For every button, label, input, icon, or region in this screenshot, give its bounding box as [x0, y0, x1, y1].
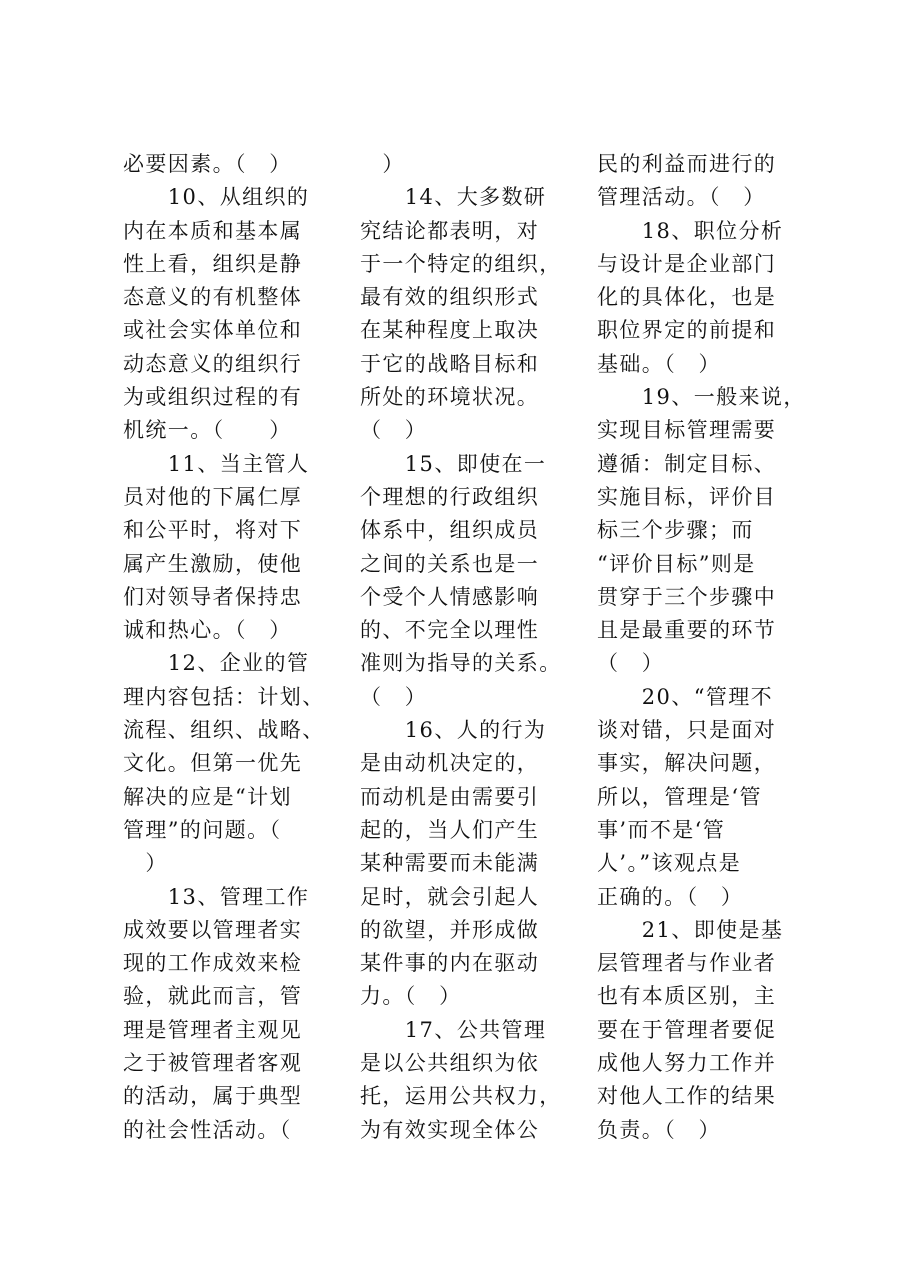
text-line: 必要因素。（ ） [123, 152, 292, 176]
text-line: 13、管理工作 [123, 884, 310, 909]
text-line: 体系中，组织成员 [360, 518, 540, 543]
text-line: 事实，解决问题， [597, 751, 777, 776]
text-line: （ ） [360, 418, 428, 443]
text-line: 化的具体化，也是 [597, 285, 777, 310]
text-line: （ ） [360, 684, 428, 709]
text-line: 10、从组织的 [123, 185, 310, 210]
text-column-3 [597, 148, 815, 1147]
text-line: 为或组织过程的有 [123, 385, 303, 410]
text-line: 20、“管理不 [597, 684, 774, 709]
text-line: 现的工作成效来检 [123, 951, 303, 976]
text-line: 的欲望，并形成做 [360, 917, 540, 942]
text-line: 文化。但第一优先 [123, 751, 303, 776]
text-line: ） [123, 851, 168, 876]
text-line: 于一个特定的组织， [360, 251, 562, 276]
text-line: 负责。（ ） [597, 1117, 721, 1142]
text-line: 内在本质和基本属 [123, 218, 303, 243]
text-line: ） [360, 152, 405, 176]
text-column-1 [123, 148, 341, 1147]
text-line: 与设计是企业部门 [597, 251, 777, 276]
text-line: 是以公共组织为依 [360, 1051, 540, 1076]
text-line: 究结论都表明，对 [360, 218, 540, 243]
text-line: 职位界定的前提和 [597, 318, 777, 343]
text-line: 准则为指导的关系。 [360, 651, 562, 676]
text-line: 的活动，属于典型 [123, 1084, 303, 1109]
text-line: 和公平时，将对下 [123, 518, 303, 543]
text-line: 之于被管理者客观 [123, 1051, 303, 1076]
text-line: 某件事的内在驱动 [360, 951, 540, 976]
text-line: 所以，管理是‘管 [597, 784, 762, 809]
text-line: 机统一。（ ） [123, 418, 292, 443]
text-line: 民的利益而进行的 [597, 152, 777, 176]
text-line: 足时，就会引起人 [360, 884, 540, 909]
text-line: 18、职位分析 [597, 218, 784, 243]
text-line: 理是管理者主观见 [123, 1017, 303, 1042]
text-line: “评价目标”则是 [597, 551, 756, 576]
text-line: 标三个步骤；而 [597, 518, 754, 543]
text-line: 流程、组织、战略、 [123, 718, 325, 743]
text-line: 为有效实现全体公 [360, 1117, 540, 1142]
text-line: 起的，当人们产生 [360, 817, 540, 842]
text-line: 个受个人情感影响 [360, 584, 540, 609]
text-column-2 [360, 148, 578, 1147]
text-line: 谈对错，只是面对 [597, 718, 777, 743]
text-line: 贯穿于三个步骤中 [597, 584, 777, 609]
text-line: （ ） [597, 651, 665, 676]
text-line: 17、公共管理 [360, 1017, 547, 1042]
text-line: 11、当主管人 [123, 451, 310, 476]
text-line: 且是最重要的环节 [597, 618, 777, 643]
text-line: 个理想的行政组织 [360, 484, 540, 509]
text-line: 诚和热心。（ ） [123, 618, 292, 643]
text-line: 21、即使是基 [597, 917, 784, 942]
text-line: 们对领导者保持忠 [123, 584, 303, 609]
text-line: 人’。”该观点是 [597, 851, 742, 876]
text-line: 成他人努力工作并 [597, 1051, 777, 1076]
text-line: 某种需要而未能满 [360, 851, 540, 876]
text-line: 也有本质区别，主 [597, 984, 777, 1009]
text-line: 层管理者与作业者 [597, 951, 777, 976]
text-line: 管理活动。（ ） [597, 185, 766, 210]
text-line: 16、人的行为 [360, 718, 547, 743]
text-line: 解决的应是“计划 [123, 784, 292, 809]
text-line: 实现目标管理需要 [597, 418, 777, 443]
text-line: 19、一般来说， [597, 385, 806, 410]
text-line: 事’而不是‘管 [597, 817, 726, 842]
text-line: 要在于管理者要促 [597, 1017, 777, 1042]
text-line: 最有效的组织形式 [360, 285, 540, 310]
text-line: 对他人工作的结果 [597, 1084, 777, 1109]
text-line: 成效要以管理者实 [123, 917, 303, 942]
text-line: 态意义的有机整体 [123, 285, 303, 310]
text-line: 实施目标，评价目 [597, 484, 777, 509]
text-line: 基础。（ ） [597, 351, 721, 376]
text-line: 托，运用公共权力， [360, 1084, 562, 1109]
text-line: 于它的战略目标和 [360, 351, 540, 376]
text-line: 15、即使在一 [360, 451, 547, 476]
text-line: 验，就此而言，管 [123, 984, 303, 1009]
text-line: 理内容包括：计划、 [123, 684, 325, 709]
text-line: 力。（ ） [360, 984, 462, 1009]
text-line: 正确的。（ ） [597, 884, 744, 909]
text-line: 属产生激励，使他 [123, 551, 303, 576]
text-line: 12、企业的管 [123, 651, 310, 676]
text-line: 而动机是由需要引 [360, 784, 540, 809]
text-line: 在某种程度上取决 [360, 318, 540, 343]
text-line: 之间的关系也是一 [360, 551, 540, 576]
text-line: 所处的环境状况。 [360, 385, 540, 410]
text-line: 是由动机决定的， [360, 751, 540, 776]
text-line: 性上看，组织是静 [123, 251, 303, 276]
text-line: 的社会性活动。（ [123, 1117, 292, 1142]
text-line: 动态意义的组织行 [123, 351, 303, 376]
text-line: 员对他的下属仁厚 [123, 484, 303, 509]
text-line: 的、不完全以理性 [360, 618, 540, 643]
text-line: 或社会实体单位和 [123, 318, 303, 343]
text-line: 遵循：制定目标、 [597, 451, 777, 476]
text-line: 管理”的问题。（ [123, 817, 282, 842]
text-line: 14、大多数研 [360, 185, 547, 210]
